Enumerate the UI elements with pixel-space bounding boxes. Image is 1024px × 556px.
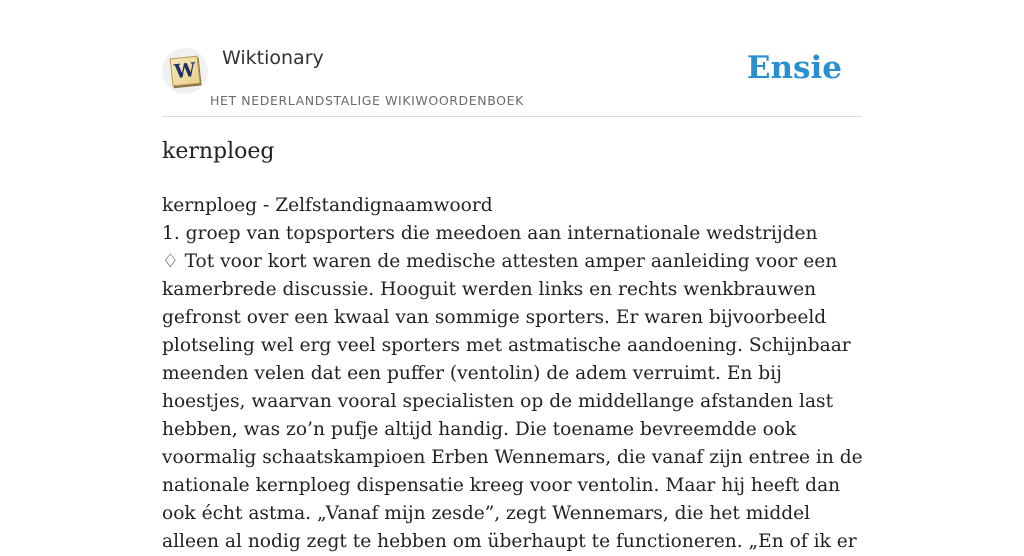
site-subtitle: HET NEDERLANDSTALIGE WIKIWOORDENBOEK bbox=[210, 93, 524, 108]
logo-letter: W bbox=[173, 58, 197, 84]
ensie-brand-logo[interactable]: Ensie bbox=[746, 50, 842, 86]
article-content bbox=[162, 192, 867, 556]
page-title: kernploeg bbox=[162, 139, 275, 164]
word-type: kernploeg - Zelfstandignaamwoord bbox=[162, 195, 493, 216]
site-header bbox=[162, 44, 862, 117]
definition: 1. groep van topsporters die meedoen aan internationale wedstrijden bbox=[162, 223, 818, 244]
wiktionary-logo[interactable] bbox=[162, 48, 208, 94]
site-name[interactable]: Wiktionary bbox=[222, 47, 324, 69]
logo-tile-icon bbox=[170, 56, 201, 87]
example-quote: ♢ Tot voor kort waren de medische attesten amper aanleiding voor een kamerbrede discussie. Hooguit werden links en rechts wenkbrauwen gefronst over een kwaal van sommige sporters. Er waren bijvoorbeeld plotseling wel erg veel sporters met astmatische aandoening. Schijnbaar meenden velen dat een puffer (ventolin) de adem verruimt. En bij hoestjes, waarvan vooral specialisten op de middellange afstanden last hebben, was zo’n pufje altijd handig. Die toename bevreemdde ook voormalig schaatskampioen Erben Wennemars, die vanaf zijn entree in de nationale kernploeg dispensatie kreeg voor ventolin. Maar hij heeft dan ook écht astma. „Vanaf mijn zesde”, zegt Wennemars, die het middel alleen al nodig zegt te hebben om überhaupt te functioneren. „En of ik er bbox=[162, 251, 863, 552]
